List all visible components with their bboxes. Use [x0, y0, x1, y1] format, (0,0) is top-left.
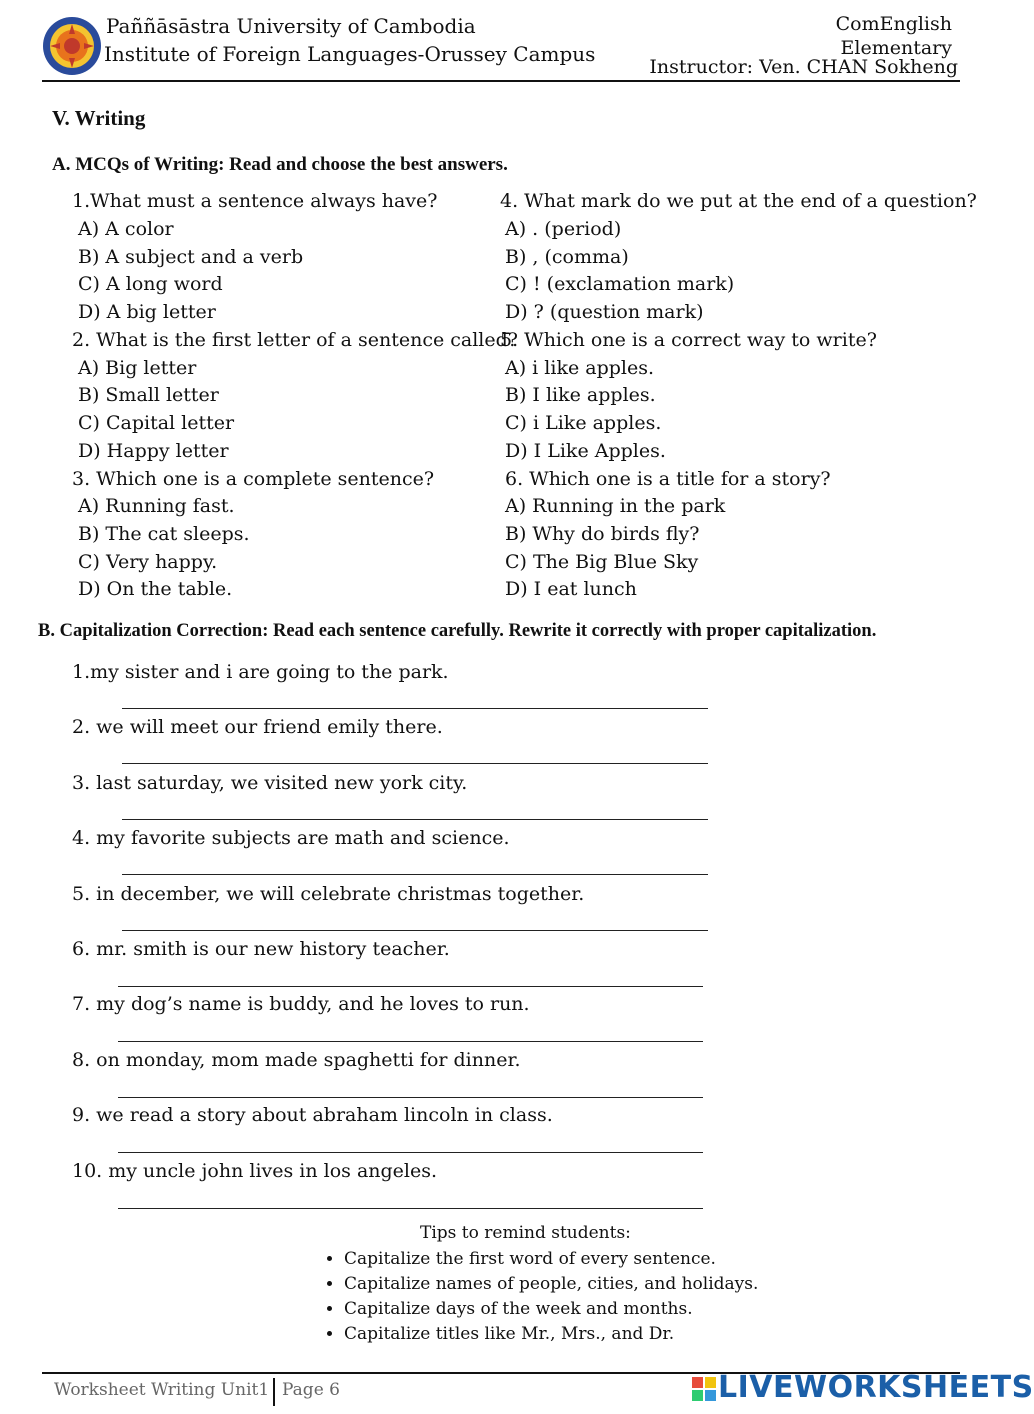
tip-item: • Capitalize titles like Mr., Mrs., and Dr. [344, 1322, 758, 1347]
section-title: V. Writing [52, 106, 146, 130]
option-3a[interactable]: A) Running fast. [78, 495, 235, 517]
answer-line-9[interactable] [118, 1152, 703, 1153]
sentence-3: 3. last saturday, we visited new york city. [72, 772, 468, 794]
question-2: 2. What is the first letter of a sentence called? [72, 329, 518, 351]
tip-item: • Capitalize names of people, cities, and holidays. [344, 1272, 758, 1297]
course-name: ComEnglish [835, 13, 952, 35]
option-6c[interactable]: C) The Big Blue Sky [505, 551, 699, 573]
option-6b[interactable]: B) Why do birds fly? [505, 523, 700, 545]
option-3c[interactable]: C) Very happy. [78, 551, 218, 573]
option-6d[interactable]: D) I eat lunch [505, 578, 637, 600]
sentence-8: 8. on monday, mom made spaghetti for dinner. [72, 1049, 521, 1071]
option-4a[interactable]: A) . (period) [505, 218, 622, 240]
sentence-4: 4. my favorite subjects are math and science. [72, 827, 510, 849]
option-4c[interactable]: C) ! (exclamation mark) [505, 273, 735, 295]
footer-separator [273, 1378, 275, 1406]
answer-line-10[interactable] [118, 1208, 703, 1209]
institute-name: Institute of Foreign Languages-Orussey Campus [104, 42, 596, 66]
answer-line-1[interactable] [122, 708, 708, 709]
liveworksheets-logo-icon [692, 1377, 716, 1401]
university-logo [42, 16, 102, 76]
option-5a[interactable]: A) i like apples. [505, 357, 655, 379]
option-5c[interactable]: C) i Like apples. [505, 412, 662, 434]
option-1c[interactable]: C) A long word [78, 273, 223, 295]
question-1: 1.What must a sentence always have? [72, 190, 438, 212]
question-6: 6. Which one is a title for a story? [505, 468, 831, 490]
worksheet-label: Worksheet Writing Unit1 [54, 1380, 270, 1400]
option-2c[interactable]: C) Capital letter [78, 412, 235, 434]
question-3: 3. Which one is a complete sentence? [72, 468, 435, 490]
answer-line-2[interactable] [122, 763, 708, 764]
tip-item: • Capitalize the first word of every sentence. [344, 1247, 758, 1272]
answer-line-5[interactable] [122, 930, 708, 931]
tip-item: • Capitalize days of the week and months. [344, 1297, 758, 1322]
sentence-2: 2. we will meet our friend emily there. [72, 716, 443, 738]
sentence-10: 10. my uncle john lives in los angeles. [72, 1160, 438, 1182]
sentence-5: 5. in december, we will celebrate christmas together. [72, 883, 585, 905]
sentence-9: 9. we read a story about abraham lincoln in class. [72, 1104, 553, 1126]
option-1d[interactable]: D) A big letter [78, 301, 216, 323]
option-3d[interactable]: D) On the table. [78, 578, 233, 600]
page-number: Page 6 [282, 1380, 340, 1400]
question-5: 5. Which one is a correct way to write? [500, 329, 877, 351]
option-5b[interactable]: B) I like apples. [505, 384, 656, 406]
answer-line-4[interactable] [122, 874, 708, 875]
sentence-6: 6. mr. smith is our new history teacher. [72, 938, 450, 960]
sentence-7: 7. my dog’s name is buddy, and he loves to run. [72, 993, 530, 1015]
option-2a[interactable]: A) Big letter [78, 357, 197, 379]
answer-line-3[interactable] [122, 819, 708, 820]
option-2d[interactable]: D) Happy letter [78, 440, 229, 462]
header-divider [42, 80, 960, 82]
answer-line-7[interactable] [118, 1041, 703, 1042]
tips-title: Tips to remind students: [420, 1223, 631, 1243]
course-level: Elementary [840, 37, 952, 59]
option-1b[interactable]: B) A subject and a verb [78, 246, 304, 268]
part-b-title: B. Capitalization Correction: Read each sentence carefully. Rewrite it correctly with proper capitalization. [38, 621, 877, 641]
answer-line-8[interactable] [118, 1097, 703, 1098]
option-5d[interactable]: D) I Like Apples. [505, 440, 666, 462]
answer-line-6[interactable] [118, 986, 703, 987]
option-1a[interactable]: A) A color [78, 218, 174, 240]
sentence-1: 1.my sister and i are going to the park. [72, 661, 449, 683]
part-a-title: A. MCQs of Writing: Read and choose the best answers. [52, 154, 508, 175]
option-3b[interactable]: B) The cat sleeps. [78, 523, 250, 545]
option-4d[interactable]: D) ? (question mark) [505, 301, 704, 323]
university-name: Paññāsāstra University of Cambodia [106, 14, 476, 38]
instructor-name: Instructor: Ven. CHAN Sokheng [649, 56, 958, 78]
option-2b[interactable]: B) Small letter [78, 384, 219, 406]
option-4b[interactable]: B) , (comma) [505, 246, 629, 268]
tips-list [322, 1247, 758, 1347]
liveworksheets-brand[interactable]: LIVEWORKSHEETS [718, 1370, 1034, 1405]
option-6a[interactable]: A) Running in the park [505, 495, 726, 517]
question-4: 4. What mark do we put at the end of a question? [500, 190, 977, 212]
